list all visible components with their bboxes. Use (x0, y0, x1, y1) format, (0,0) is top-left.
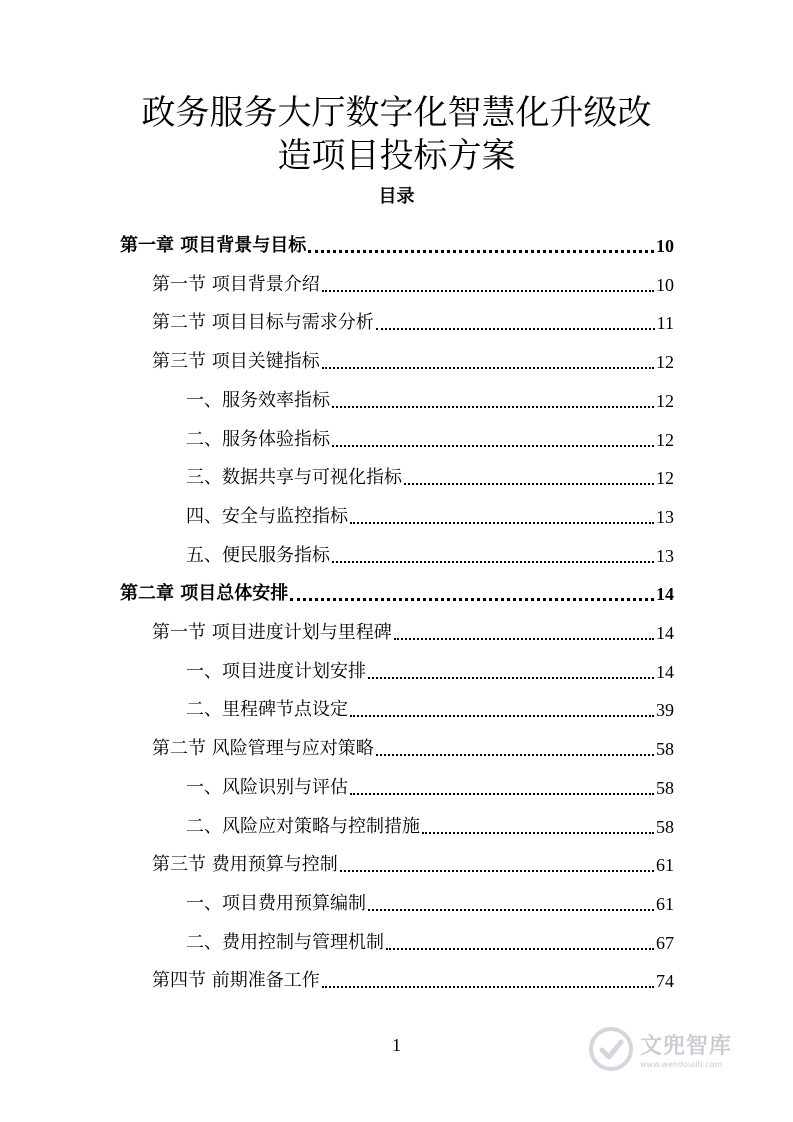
toc-entry[interactable] (152, 336, 674, 374)
toc-entry-page: 13 (656, 545, 674, 566)
toc-entry-label: 二、费用控制与管理机制 (186, 931, 384, 953)
toc-entry[interactable] (186, 414, 674, 452)
toc-leader-dots (376, 754, 654, 756)
toc-entry-label: 四、安全与监控指标 (186, 505, 348, 527)
toc-entry[interactable] (186, 452, 674, 490)
toc-entry-label: 第一节 项目背景介绍 (152, 273, 320, 295)
toc-entry-page: 12 (656, 429, 674, 450)
watermark-url: www.wendoulib.com (640, 1060, 723, 1069)
toc-entry-page: 14 (656, 584, 674, 605)
toc-entry-page: 14 (656, 623, 674, 643)
toc-leader-dots (322, 290, 654, 292)
document-title (100, 92, 693, 178)
toc-entry-label: 第二节 项目目标与需求分析 (152, 312, 374, 334)
toc-entry[interactable] (186, 762, 674, 800)
toc-entry[interactable] (186, 917, 674, 955)
toc-leader-dots (350, 522, 654, 524)
toc-leader-dots (350, 715, 654, 717)
toc-leader-dots (332, 406, 654, 408)
toc-entry-label: 三、数据共享与可视化指标 (186, 467, 402, 489)
toc-entry-page: 58 (656, 739, 674, 760)
toc-entry-label: 一、风险识别与评估 (186, 776, 348, 798)
toc-entry[interactable] (186, 801, 674, 839)
toc-entry-page: 12 (656, 352, 674, 373)
toc-entry-page: 67 (656, 932, 674, 953)
toc-entry-label: 五、便民服务指标 (186, 544, 330, 566)
toc-entry-page: 61 (656, 855, 674, 876)
toc-leader-dots (340, 870, 654, 872)
toc-entry[interactable] (152, 723, 674, 761)
toc-entry[interactable] (186, 375, 674, 413)
toc-entry-label: 二、风险应对策略与控制措施 (186, 815, 420, 837)
toc-entry-page: 12 (656, 390, 674, 411)
toc-entry-page: 13 (656, 506, 674, 527)
watermark-logo-icon (588, 1026, 634, 1072)
toc-leader-dots (368, 909, 654, 911)
toc-entry[interactable] (152, 955, 674, 993)
toc-entry-page: 58 (656, 777, 674, 798)
toc-leader-dots (322, 986, 654, 988)
toc-entry-label: 第一节 项目进度计划与里程碑 (152, 622, 392, 643)
toc-leader-dots (404, 483, 654, 485)
toc-entry-page: 74 (656, 971, 674, 992)
toc-entry[interactable] (152, 259, 674, 297)
toc-leader-dots (376, 328, 655, 330)
title-line-2: 造项目投标方案 (277, 136, 516, 176)
toc-entry-label: 第三节 费用预算与控制 (152, 854, 338, 876)
toc-leader-dots (386, 948, 654, 950)
toc-leader-dots (350, 793, 654, 795)
toc-entry-label: 第二节 风险管理与应对策略 (152, 738, 374, 760)
toc-entry-label: 第三节 项目关键指标 (152, 351, 320, 373)
toc-entry-label: 二、里程碑节点设定 (186, 699, 348, 721)
toc-entry[interactable] (120, 568, 674, 606)
toc-entry[interactable] (186, 878, 674, 916)
toc-entry[interactable] (186, 530, 674, 568)
toc-entry[interactable] (186, 684, 674, 722)
toc-entry[interactable] (120, 220, 674, 258)
toc-heading: 目录 (378, 186, 415, 207)
toc-leader-dots (422, 832, 654, 834)
toc-entry[interactable] (152, 839, 674, 877)
toc-entry[interactable] (186, 491, 674, 529)
toc-entry[interactable] (152, 297, 674, 335)
toc-entry-label: 一、项目费用预算编制 (186, 892, 366, 914)
toc-leader-dots (332, 561, 654, 563)
toc-entry-label: 二、服务体验指标 (186, 428, 330, 450)
watermark-name: 文兜智库 (640, 1034, 733, 1059)
toc-leader-dots (332, 445, 654, 447)
toc-entry-page: 11 (656, 313, 674, 334)
toc-entry-page: 14 (656, 661, 674, 682)
toc-leader-dots (308, 250, 654, 253)
toc-leader-dots (322, 367, 654, 369)
toc-entry-label: 一、项目进度计划安排 (186, 660, 366, 682)
toc-entry-page: 58 (656, 816, 674, 837)
toc-entry-label: 一、服务效率指标 (186, 389, 330, 411)
title-line-1: 政务服务大厅数字化智慧化升级改 (141, 93, 652, 133)
toc-entry-label: 第一章 项目背景与目标 (120, 235, 307, 256)
toc-entry-page: 61 (656, 893, 674, 914)
toc-entry-label: 第四节 前期准备工作 (152, 970, 320, 992)
toc-leader-dots (290, 598, 654, 601)
toc-entry-label: 第二章 项目总体安排 (120, 583, 289, 605)
toc-leader-dots (368, 677, 654, 679)
toc-leader-dots (394, 638, 654, 640)
toc-entry-page: 39 (656, 700, 674, 721)
toc-entry-page: 10 (656, 274, 674, 295)
page-number: 1 (392, 1035, 401, 1055)
watermark (588, 1024, 758, 1074)
toc-entry[interactable] (152, 607, 674, 645)
toc-entry-page: 10 (656, 236, 674, 256)
toc-entry[interactable] (186, 646, 674, 684)
toc-entry-page: 12 (656, 468, 674, 489)
